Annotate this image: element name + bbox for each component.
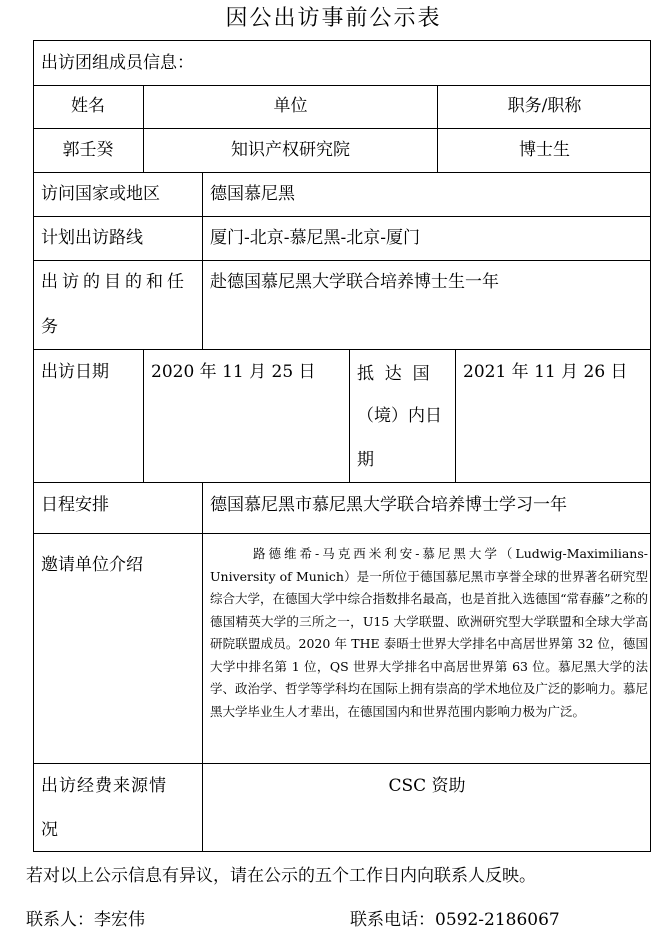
depart-label: 出访日期 <box>41 362 109 382</box>
row-divider <box>33 763 651 764</box>
row-divider <box>33 216 651 217</box>
header-name: 姓名 <box>71 96 105 116</box>
row-divider <box>33 533 651 534</box>
header-unit: 单位 <box>273 96 308 116</box>
col-divider <box>455 349 456 482</box>
member-position: 博士生 <box>519 140 570 160</box>
arrive-value: 2021 年 11 月 26 日 <box>463 362 628 382</box>
purpose-label: 出访的目的和任 <box>41 272 188 292</box>
arrive-label: 抵 达 国 <box>357 364 430 384</box>
intro-text-block <box>210 543 648 723</box>
row-divider <box>33 172 651 173</box>
member-name: 郭壬癸 <box>62 140 114 160</box>
col-divider <box>202 172 203 349</box>
intro-label: 邀请单位介绍 <box>41 555 143 575</box>
purpose-label-cont: 务 <box>41 317 58 337</box>
country-value: 德国慕尼黑 <box>210 184 295 204</box>
funding-label: 出访经费来源情 <box>41 776 167 796</box>
col-divider <box>349 349 350 482</box>
row-divider <box>33 85 651 86</box>
row-divider <box>33 482 651 483</box>
contact-phone: 联系电话：0592-2186067 <box>350 910 560 930</box>
intro-text: 路德维希-马克西米利安-慕尼黑大学（Ludwig-Maximilians-University of Munich）是一所位于德国慕尼黑市享誉全球的世界著名研究型综合大学，在德国大学中综合指数排名最高，也是首批入选德国“常春藤”之称的德国精英大学的三所之一，U15 大学联盟、欧洲研究型大学联盟和全球大学高研院联盟成员。2020 年 THE 泰晤士世界大学排名中高居世界第 32 位，德国大学中排名第 1 位，QS 世界大学排名中高居世界第 63 位。慕尼黑大学的法学、政治学、哲学等学科均在国际上拥有崇高的学术地位及广泛的影响力。慕尼黑大学毕业生人才辈出，在德国国内和世界范围内影响力极为广泛。 <box>210 546 648 719</box>
members-heading: 出访团组成员信息： <box>41 53 194 73</box>
header-position: 职务/职称 <box>507 96 582 116</box>
schedule-value: 德国慕尼黑市慕尼黑大学联合培养博士学习一年 <box>210 495 567 515</box>
funding-label-cont: 况 <box>41 820 58 840</box>
row-divider <box>33 260 651 261</box>
route-label: 计划出访路线 <box>41 228 143 248</box>
purpose-value: 赴德国慕尼黑大学联合培养博士生一年 <box>210 272 499 292</box>
member-unit: 知识产权研究院 <box>231 140 350 160</box>
schedule-label: 日程安排 <box>41 495 109 515</box>
col-divider <box>143 349 144 482</box>
row-divider <box>33 349 651 350</box>
funding-value: CSC 资助 <box>388 776 466 796</box>
arrive-label-end: 期 <box>357 450 374 470</box>
contact-person: 联系人：李宏伟 <box>26 910 145 930</box>
country-label: 访问国家或地区 <box>41 184 160 204</box>
depart-value: 2020 年 11 月 25 日 <box>151 362 316 382</box>
arrive-label-cont: （境）内日 <box>357 406 442 426</box>
route-value: 厦门-北京-慕尼黑-北京-厦门 <box>210 228 420 248</box>
row-divider <box>33 128 651 129</box>
objection-notice: 若对以上公示信息有异议，请在公示的五个工作日内向联系人反映。 <box>26 866 536 886</box>
page-title: 因公出访事前公示表 <box>225 6 442 31</box>
